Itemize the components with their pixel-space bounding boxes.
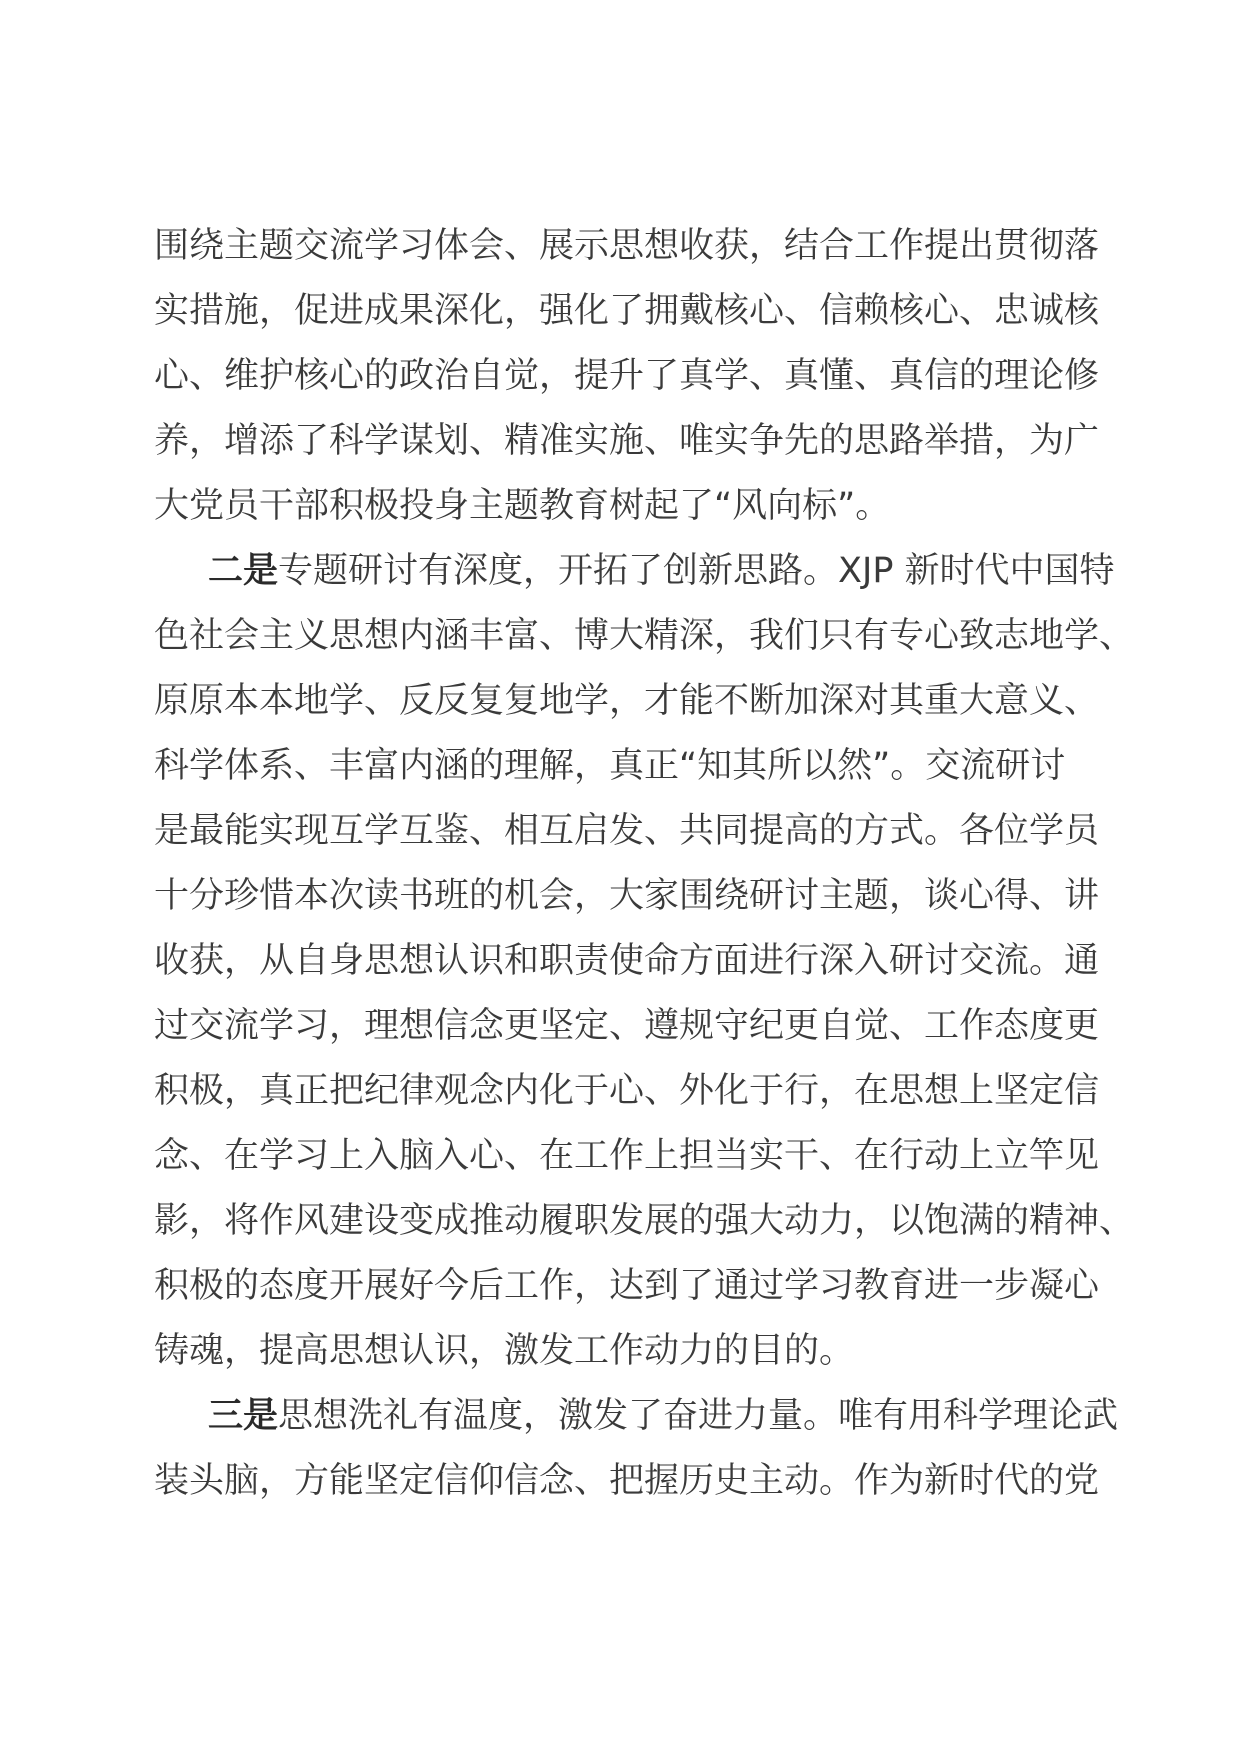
text-line: 原原本本地学、反反复复地学，才能不断加深对其重大意义、 xyxy=(154,681,1100,721)
text-line: 色社会主义思想内涵丰富、博大精深，我们只有专心致志地学、 xyxy=(154,616,1135,656)
text-line: 收获，从自身思想认识和职责使命方面进行深入研讨交流。通 xyxy=(154,941,1100,981)
text-line: 积极，真正把纪律观念内化于心、外化于行，在思想上坚定信 xyxy=(154,1071,1100,1111)
text-line-first xyxy=(154,539,1115,604)
paragraph-lead: 三是 xyxy=(208,1396,279,1436)
text-line: 过交流学习，理想信念更坚定、遵规守纪更自觉、工作态度更 xyxy=(154,1006,1100,1046)
text-line: 养，增添了科学谋划、精准实施、唯实争先的思路举措，为广 xyxy=(154,421,1100,461)
text-line: 装头脑，方能坚定信仰信念、把握历史主动。作为新时代的党 xyxy=(154,1461,1100,1501)
text-line: 铸魂，提高思想认识，激发工作动力的目的。 xyxy=(154,1331,855,1371)
paragraph-3 xyxy=(154,1384,1119,1514)
text-line: 影，将作风建设变成推动履职发展的强大动力，以饱满的精神、 xyxy=(154,1201,1135,1241)
paragraph-1 xyxy=(154,214,1100,539)
document-body xyxy=(154,214,1135,1514)
text-line-first xyxy=(154,1384,1119,1449)
text-line-body: 专题研讨有深度，开拓了创新思路。XJP 新时代中国特 xyxy=(278,551,1115,591)
paragraph-2 xyxy=(154,539,1135,1384)
text-line: 心、维护核心的政治自觉，提升了真学、真懂、真信的理论修 xyxy=(154,356,1100,396)
text-line: 围绕主题交流学习体会、展示思想收获，结合工作提出贯彻落 xyxy=(154,226,1100,266)
text-line: 科学体系、丰富内涵的理解，真正“知其所以然”。交流研讨 xyxy=(154,746,1066,786)
text-line-body: 思想洗礼有温度，激发了奋进力量。唯有用科学理论武 xyxy=(278,1396,1119,1436)
paragraph-lead: 二是 xyxy=(208,551,279,591)
text-line: 积极的态度开展好今后工作，达到了通过学习教育进一步凝心 xyxy=(154,1266,1100,1306)
text-line: 十分珍惜本次读书班的机会，大家围绕研讨主题，谈心得、讲 xyxy=(154,876,1100,916)
text-line: 大党员干部积极投身主题教育树起了“风向标”。 xyxy=(154,486,891,526)
text-line: 实措施，促进成果深化，强化了拥戴核心、信赖核心、忠诚核 xyxy=(154,291,1100,331)
text-line: 念、在学习上入脑入心、在工作上担当实干、在行动上立竿见 xyxy=(154,1136,1100,1176)
text-line: 是最能实现互学互鉴、相互启发、共同提高的方式。各位学员 xyxy=(154,811,1100,851)
